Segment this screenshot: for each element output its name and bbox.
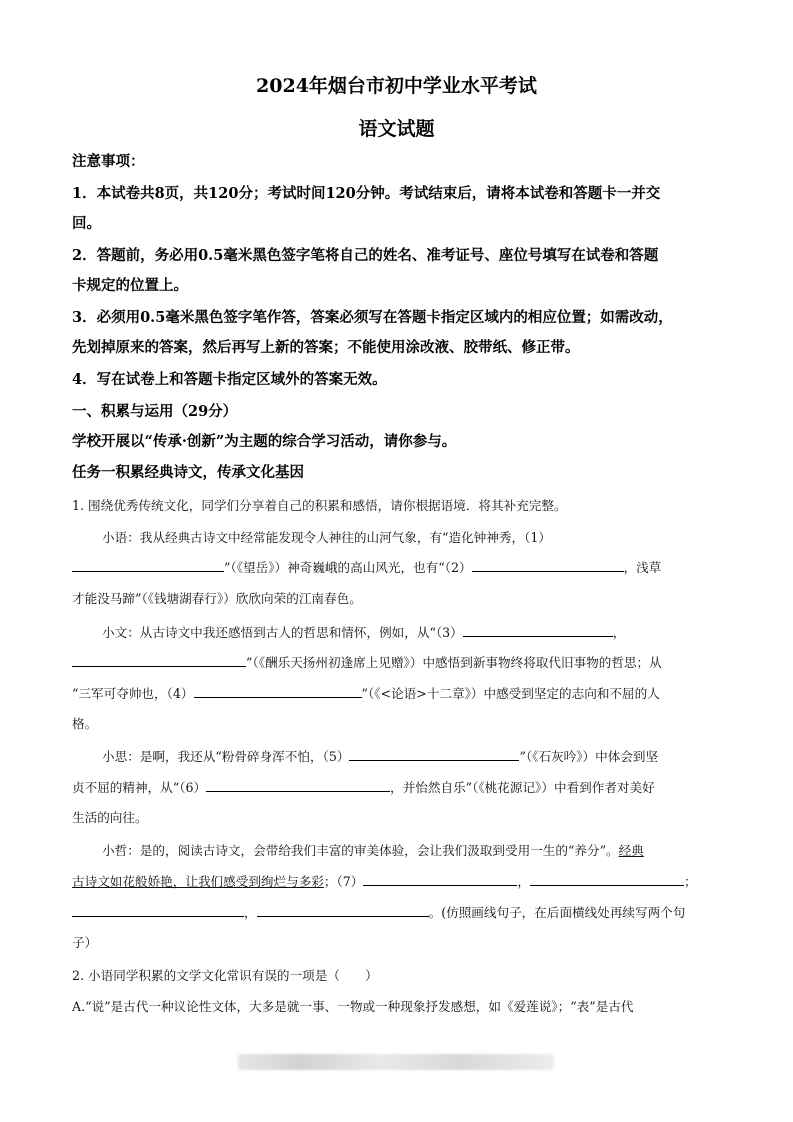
blurred-watermark — [238, 1054, 554, 1070]
task-heading: 任务一积累经典诗文，传承文化基因 — [72, 464, 304, 481]
q1-xiaowen-line-4: 格。 — [72, 716, 98, 731]
answer-blank-3a[interactable] — [463, 624, 613, 637]
q1-xiaoyu-line-2: ”（《望岳》）神奇巍峨的高山风光，也有“（2） ，浅草 — [72, 557, 661, 576]
q1-xiaozhe-line-2: 古诗文如花般娇艳，让我们感受到绚烂与多彩；（7） ， ； — [72, 874, 697, 889]
answer-blank-6[interactable] — [206, 779, 390, 792]
answer-blank-7a[interactable] — [363, 873, 517, 886]
answer-blank-7b[interactable] — [530, 873, 684, 886]
notice-item-2-cont: 卡规定的位置上。 — [72, 277, 188, 294]
section-intro: 学校开展以“传承·创新”为主题的综合学习活动，请你参与。 — [72, 433, 457, 450]
q1-xiaozhe-line-3: ， 。(仿照画线句子，在后面横线处再续写两个句 — [72, 902, 685, 921]
notice-item-2: 2．答题前，务必用0.5毫米黑色签字笔将自己的姓名、准考证号、座位号填写在试卷和答题 — [72, 247, 659, 264]
answer-blank-7d[interactable] — [257, 904, 429, 917]
notice-item-4: 4．写在试卷上和答题卡指定区域外的答案无效。 — [72, 371, 387, 388]
q1-xiaosi-line-3: 生活的向往。 — [72, 810, 148, 825]
q1-xiaosi-line-1: 小思：是啊，我还从“粉骨碎身浑不怕，（5） ”（《石灰吟》）中体会到坚 — [102, 749, 659, 764]
question-2-stem: 2. 小语同学积累的文学文化常识有误的一项是（ ） — [72, 968, 378, 983]
q1-xiaowen-line-3: “三军可夺帅也，（4） ”（《<论语>十二章》）中感受到坚定的志向和不屈的人 — [72, 686, 660, 701]
notice-heading: 注意事项： — [72, 153, 145, 170]
underlined-sentence: 古诗文如花般娇艳，让我们感受到绚烂与多彩 — [72, 874, 324, 889]
answer-blank-3b[interactable] — [72, 654, 246, 667]
notice-item-3: 3．必须用0.5毫米黑色签字笔作答，答案必须写在答题卡指定区域内的相应位置；如需改动， — [72, 309, 673, 326]
answer-blank-1[interactable] — [72, 559, 224, 572]
underlined-sentence-start: 经典 — [618, 843, 644, 858]
answer-blank-2[interactable] — [472, 559, 624, 572]
answer-blank-5[interactable] — [349, 748, 519, 761]
page-subtitle: 语文试题 — [358, 118, 435, 140]
notice-item-3-cont: 先划掉原来的答案，然后再写上新的答案；不能使用涂改液、胶带纸、修正带。 — [72, 339, 580, 356]
notice-item-1-cont: 回。 — [72, 215, 101, 232]
q1-xiaoyu-line-1: 小语：我从经典古诗文中经常能发现令人神往的山河气象，有“造化钟神秀，（1） — [102, 530, 551, 545]
question-2-option-a: A.“说”是古代一种议论性文体，大多是就一事、一物或一种现象抒发感想，如《爱莲说》；“表”是古代 — [72, 999, 634, 1014]
answer-blank-4[interactable] — [194, 685, 362, 698]
question-1-stem: 1. 围绕优秀传统文化，同学们分享着自己的积累和感悟，请你根据语境．将其补充完整。 — [72, 498, 567, 513]
q1-xiaosi-line-2: 贞不屈的精神，从“（6） ，并怡然自乐”（《桃花源记》）中看到作者对美好 — [72, 780, 655, 795]
q1-xiaoyu-line-3: 才能没马蹄”（《钱塘湖春行》）欣欣向荣的江南春色。 — [72, 591, 362, 606]
notice-item-1: 1．本试卷共8页，共120分；考试时间120分钟。考试结束后，请将本试卷和答题卡一并交 — [72, 185, 661, 202]
q1-xiaozhe-line-1: 小哲：是的，阅读古诗文，会带给我们丰富的审美体验，会让我们汲取到受用一生的“养分”。经典 — [102, 843, 644, 858]
q1-xiaowen-line-1: 小文：从古诗文中我还感悟到古人的哲思和情怀，例如，从“（3） ， — [102, 625, 626, 640]
q1-xiaozhe-line-4: 子） — [72, 935, 98, 950]
page-title: 2024年烟台市初中学业水平考试 — [256, 75, 537, 97]
answer-blank-7c[interactable] — [72, 904, 244, 917]
section-title: 一、积累与运用（29分） — [72, 403, 238, 420]
q1-xiaowen-line-2: ”（《酬乐天扬州初逢席上见赠》）中感悟到新事物终将取代旧事物的哲思；从 — [72, 652, 662, 671]
